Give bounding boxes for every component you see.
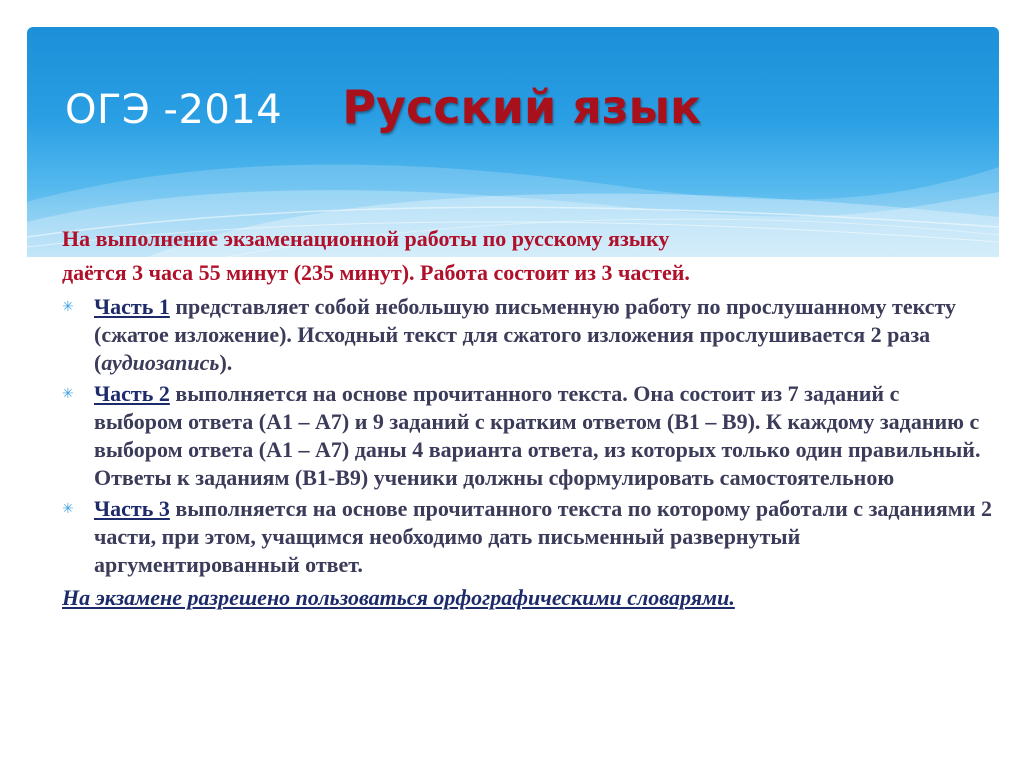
- part-3-text: выполняется на основе прочитанного текста по которому работали с заданиями 2 части, при этом, учащимся необходимо дать письменный развернутый аргументированный ответ.: [94, 496, 992, 577]
- parts-list: [62, 293, 992, 579]
- title-subject: Русский язык: [342, 80, 702, 134]
- part-1-link[interactable]: Часть 1: [94, 294, 170, 319]
- part-1-italic: аудиозапись: [101, 350, 220, 375]
- intro-paragraph: [62, 222, 992, 290]
- asterisk-icon: ✳: [62, 501, 74, 517]
- list-item-part-1: [62, 293, 992, 377]
- list-item-part-2: [62, 380, 992, 492]
- part-2-text: выполняется на основе прочитанного текста. Она состоит из 7 заданий с выбором ответа (А1 – А7) и 9 заданий с кратким ответом (В1 – В9). К каждому заданию с выбором ответа (А1 – А7) даны 4 варианта ответа, из которых только один правильный. Ответы к заданиям (В1-В9) ученики должны сформулировать самостоятельною: [94, 381, 981, 490]
- part-3-link[interactable]: Часть 3: [94, 496, 170, 521]
- intro-line-1: На выполнение экзаменационной работы по русскому языку: [62, 226, 670, 251]
- slide-content: [62, 222, 992, 613]
- asterisk-icon: ✳: [62, 299, 74, 315]
- title-exam: ОГЭ -2014: [65, 87, 283, 133]
- list-item-part-3: [62, 495, 992, 579]
- part-1-text: представляет собой небольшую письменную работу по прослушанному тексту (сжатое изложение). Исходный текст для сжатого изложения прослушивается 2 раза (: [94, 294, 956, 375]
- intro-line-2: даётся 3 часа 55 минут (235 минут). Работа состоит из 3 частей.: [62, 260, 690, 285]
- slide-title: [65, 80, 701, 150]
- footer-note: На экзамене разрешено пользоваться орфографическими словарями.: [62, 585, 735, 610]
- part-2-link[interactable]: Часть 2: [94, 381, 170, 406]
- asterisk-icon: ✳: [62, 386, 74, 402]
- part-1-text-end: ).: [219, 350, 233, 375]
